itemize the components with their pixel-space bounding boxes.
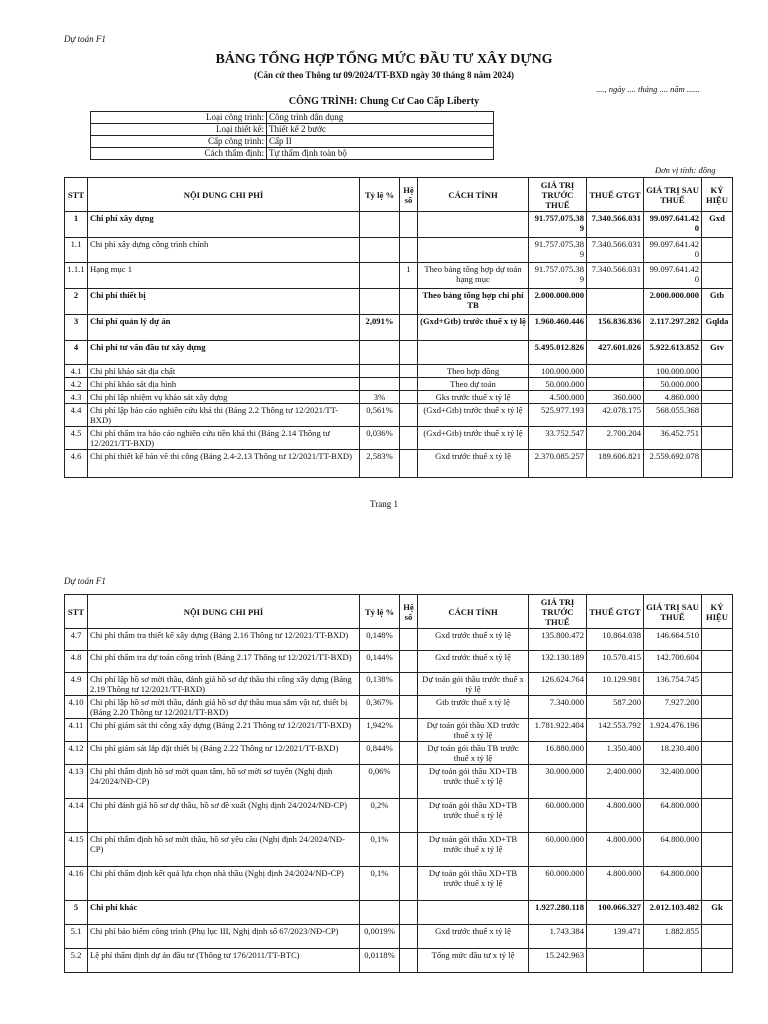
cell-coef <box>400 404 418 427</box>
table-row <box>65 315 733 341</box>
cell-stt: 4.1 <box>65 365 88 378</box>
cell-pre-tax: 5.495.012.826 <box>529 341 587 365</box>
cell-post-tax: 1.882.855 <box>644 925 702 949</box>
cell-rate <box>360 901 400 925</box>
info-key: Loại công trình: <box>91 112 267 124</box>
column-header-content: NỘI DUNG CHI PHÍ <box>88 178 360 212</box>
table-row <box>65 673 733 696</box>
column-header-code: KÝ HIỆU <box>702 595 733 629</box>
cell-vat: 2.400.000 <box>587 765 644 799</box>
cell-post-tax <box>644 949 702 973</box>
cell-method: Gxd trước thuế x tỷ lệ <box>418 651 529 673</box>
cell-content: Lệ phí thẩm định dự án đầu tư (Thông tư 176/2011/TT-BTC) <box>88 949 360 973</box>
cell-content: Chi phí lập hồ sơ mời thầu, đánh giá hồ sơ dự thầu mua sắm vật tư, thiết bị (Bảng 2.20 Thông tư 12/2021/TT-BXD) <box>88 696 360 719</box>
cell-code: Gqlda <box>702 315 733 341</box>
info-row <box>91 136 494 148</box>
cell-method: Gxd trước thuế x tỷ lệ <box>418 925 529 949</box>
cell-vat: 42.078.175 <box>587 404 644 427</box>
cell-rate: 0,561% <box>360 404 400 427</box>
cell-pre-tax: 30.000.000 <box>529 765 587 799</box>
cell-rate: 3% <box>360 391 400 404</box>
cell-pre-tax: 100.000.000 <box>529 365 587 378</box>
cell-vat: 360.000 <box>587 391 644 404</box>
cell-vat: 139.471 <box>587 925 644 949</box>
cell-stt: 5 <box>65 901 88 925</box>
cell-coef <box>400 315 418 341</box>
cell-rate: 0,367% <box>360 696 400 719</box>
cell-code <box>702 925 733 949</box>
cell-content: Chi phí đánh giá hồ sơ dự thầu, hồ sơ đề xuất (Nghị định 24/2024/NĐ-CP) <box>88 799 360 833</box>
date-line: ...., ngày .... tháng .... năm ...... <box>596 84 700 94</box>
cell-vat <box>587 949 644 973</box>
cell-stt: 5.1 <box>65 925 88 949</box>
cell-vat: 4.800.000 <box>587 867 644 901</box>
cell-code <box>702 719 733 742</box>
cell-post-tax: 568.055.368 <box>644 404 702 427</box>
cell-content: Chi phí quản lý dự án <box>88 315 360 341</box>
cell-post-tax: 1.924.476.196 <box>644 719 702 742</box>
cell-coef <box>400 212 418 238</box>
cell-rate <box>360 378 400 391</box>
info-value: Công trình dân dụng <box>267 112 494 124</box>
cell-method: Dự toán gói thầu XD+TB trước thuế x tỷ lệ <box>418 799 529 833</box>
cell-content: Hạng mục 1 <box>88 263 360 289</box>
cell-rate: 0,06% <box>360 765 400 799</box>
cell-vat: 587.200 <box>587 696 644 719</box>
cell-pre-tax: 50.000.000 <box>529 378 587 391</box>
cell-vat: 10.129.981 <box>587 673 644 696</box>
cell-code <box>702 799 733 833</box>
cell-rate: 0,0118% <box>360 949 400 973</box>
cell-pre-tax: 7.340.000 <box>529 696 587 719</box>
cell-vat <box>587 378 644 391</box>
cell-stt: 4.14 <box>65 799 88 833</box>
cell-method: Dự toán gói thầu XD+TB trước thuế x tỷ lệ <box>418 867 529 901</box>
cell-content: Chi phí xây dựng công trình chính <box>88 238 360 263</box>
cell-content: Chi phí khảo sát địa chất <box>88 365 360 378</box>
cell-code <box>702 378 733 391</box>
cell-coef <box>400 427 418 450</box>
cell-coef: 1 <box>400 263 418 289</box>
table-row <box>65 925 733 949</box>
column-header-code: KÝ HIỆU <box>702 178 733 212</box>
cell-post-tax: 99.097.641.420 <box>644 212 702 238</box>
info-key: Cách thẩm định: <box>91 148 267 160</box>
cell-method: Tổng mức đầu tư x tỷ lệ <box>418 949 529 973</box>
cell-vat: 189.606.821 <box>587 450 644 478</box>
cell-code <box>702 742 733 765</box>
cell-coef <box>400 651 418 673</box>
cell-vat <box>587 289 644 315</box>
cell-code <box>702 629 733 651</box>
cell-coef <box>400 629 418 651</box>
cell-post-tax: 50.000.000 <box>644 378 702 391</box>
column-header-pre-tax: GIÁ TRỊ TRƯỚC THUẾ <box>529 178 587 212</box>
cell-rate <box>360 263 400 289</box>
cell-post-tax: 5.922.613.852 <box>644 341 702 365</box>
cell-rate: 0,138% <box>360 673 400 696</box>
unit-label: Đơn vị tính: đồng <box>655 165 716 175</box>
table-row <box>65 867 733 901</box>
cell-post-tax: 142.700.604 <box>644 651 702 673</box>
cell-stt: 4.4 <box>65 404 88 427</box>
cell-pre-tax: 60.000.000 <box>529 799 587 833</box>
cell-content: Chi phí bảo hiểm công trình (Phụ lục III, Nghị định số 67/2023/NĐ-CP) <box>88 925 360 949</box>
cell-code <box>702 867 733 901</box>
cell-post-tax: 99.097.641.420 <box>644 238 702 263</box>
cell-vat: 10.864.038 <box>587 629 644 651</box>
cell-pre-tax: 91.757.075.389 <box>529 263 587 289</box>
cell-vat: 10.570.415 <box>587 651 644 673</box>
cell-coef <box>400 901 418 925</box>
cell-post-tax: 136.754.745 <box>644 673 702 696</box>
info-row <box>91 124 494 136</box>
cell-rate <box>360 365 400 378</box>
cell-code <box>702 238 733 263</box>
column-header-coef: Hệ số <box>400 595 418 629</box>
cell-coef <box>400 833 418 867</box>
cell-pre-tax: 132.130.189 <box>529 651 587 673</box>
cell-method: Theo hợp đồng <box>418 365 529 378</box>
cell-stt: 4.3 <box>65 391 88 404</box>
cell-content: Chi phí thẩm tra thiết kế xây dựng (Bảng 2.16 Thông tư 12/2021/TT-BXD) <box>88 629 360 651</box>
cell-coef <box>400 341 418 365</box>
project-name: CÔNG TRÌNH: Chung Cư Cao Cấp Liberty <box>288 96 480 107</box>
cell-coef <box>400 450 418 478</box>
column-header-vat: THUẾ GTGT <box>587 178 644 212</box>
column-header-method: CÁCH TÍNH <box>418 178 529 212</box>
page1-header-label: Dự toán F1 <box>64 34 106 44</box>
cell-coef <box>400 289 418 315</box>
cell-post-tax: 99.097.641.420 <box>644 263 702 289</box>
cell-method <box>418 341 529 365</box>
cell-code <box>702 427 733 450</box>
column-header-stt: STT <box>65 595 88 629</box>
cell-stt: 5.2 <box>65 949 88 973</box>
column-header-method: CÁCH TÍNH <box>418 595 529 629</box>
cell-method: Theo dự toán <box>418 378 529 391</box>
cell-method: Gxd trước thuế x tỷ lệ <box>418 450 529 478</box>
cell-coef <box>400 949 418 973</box>
cell-pre-tax: 33.752.547 <box>529 427 587 450</box>
cell-rate: 0,0019% <box>360 925 400 949</box>
cell-coef <box>400 742 418 765</box>
page-number: Trang 1 <box>370 499 398 509</box>
cell-stt: 4.12 <box>65 742 88 765</box>
cell-method: Dự toán gói thầu XD+TB trước thuế x tỷ lệ <box>418 833 529 867</box>
cell-content: Chi phí thẩm định hồ sơ mời quan tâm, hồ sơ mời sơ tuyển (Nghị định 24/2024/NĐ-CP) <box>88 765 360 799</box>
cell-method: Dự toán gói thầu TB trước thuế x tỷ lệ <box>418 742 529 765</box>
cell-stt: 2 <box>65 289 88 315</box>
cell-content: Chi phí thẩm tra báo cáo nghiên cứu tiền khả thi (Bảng 2.14 Thông tư 12/2021/TT-BXD) <box>88 427 360 450</box>
table-row <box>65 901 733 925</box>
table-row <box>65 742 733 765</box>
cell-code <box>702 365 733 378</box>
table-row <box>65 696 733 719</box>
cell-code <box>702 833 733 867</box>
info-row <box>91 112 494 124</box>
table-row <box>65 765 733 799</box>
table-row <box>65 263 733 289</box>
column-header-stt: STT <box>65 178 88 212</box>
column-header-rate: Tỷ lệ % <box>360 595 400 629</box>
table-row <box>65 651 733 673</box>
cell-rate: 0,148% <box>360 629 400 651</box>
cell-coef <box>400 867 418 901</box>
table-row <box>65 719 733 742</box>
cell-pre-tax: 15.242.963 <box>529 949 587 973</box>
table-row <box>65 238 733 263</box>
cell-post-tax: 2.000.000.000 <box>644 289 702 315</box>
cell-rate: 1,942% <box>360 719 400 742</box>
cell-code <box>702 765 733 799</box>
cell-coef <box>400 799 418 833</box>
cell-post-tax: 2.117.297.282 <box>644 315 702 341</box>
cell-content: Chi phí giám sát thi công xây dựng (Bảng 2.21 Thông tư 12/2021/TT-BXD) <box>88 719 360 742</box>
cell-stt: 4.15 <box>65 833 88 867</box>
cell-stt: 4.8 <box>65 651 88 673</box>
table-row <box>65 391 733 404</box>
cell-method: (Gxd+Gtb) trước thuế x tỷ lệ <box>418 315 529 341</box>
cell-content: Chi phí thẩm tra dự toán công trình (Bảng 2.17 Thông tư 12/2021/TT-BXD) <box>88 651 360 673</box>
cell-pre-tax: 4.500.000 <box>529 391 587 404</box>
cell-stt: 1.1 <box>65 238 88 263</box>
cell-rate: 0,144% <box>360 651 400 673</box>
table-row <box>65 289 733 315</box>
cell-code <box>702 391 733 404</box>
project-info-table <box>90 111 494 160</box>
cell-pre-tax: 2.000.000.000 <box>529 289 587 315</box>
table-row <box>65 341 733 365</box>
cell-vat: 7.340.566.031 <box>587 263 644 289</box>
cell-vat: 7.340.566.031 <box>587 212 644 238</box>
cell-stt: 4.7 <box>65 629 88 651</box>
cell-code <box>702 651 733 673</box>
page-title: BẢNG TỔNG HỢP TỔNG MỨC ĐẦU TƯ XÂY DỰNG <box>215 52 553 67</box>
cell-pre-tax: 1.927.280.118 <box>529 901 587 925</box>
table-row <box>65 427 733 450</box>
column-header-pre-tax: GIÁ TRỊ TRƯỚC THUẾ <box>529 595 587 629</box>
info-value: Tự thẩm định toàn bộ <box>267 148 494 160</box>
cell-rate: 0,844% <box>360 742 400 765</box>
cell-method: Theo bảng tổng hợp dự toán hạng mục <box>418 263 529 289</box>
cell-coef <box>400 378 418 391</box>
cell-rate <box>360 238 400 263</box>
cell-coef <box>400 365 418 378</box>
cell-code: Gtv <box>702 341 733 365</box>
cell-vat: 4.800.000 <box>587 799 644 833</box>
cell-method <box>418 238 529 263</box>
cell-content: Chi phí thẩm định hồ sơ mời thầu, hồ sơ yêu cầu (Nghị định 24/2024/NĐ-CP) <box>88 833 360 867</box>
cell-content: Chi phí lập nhiệm vụ khảo sát xây dựng <box>88 391 360 404</box>
cell-method: Dự toán gói thầu trước thuế x tỷ lệ <box>418 673 529 696</box>
cell-rate: 0,1% <box>360 833 400 867</box>
info-value: Thiết kế 2 bước <box>267 124 494 136</box>
cell-pre-tax: 1.781.922.404 <box>529 719 587 742</box>
cell-method <box>418 212 529 238</box>
cell-stt: 4.9 <box>65 673 88 696</box>
column-header-rate: Tỷ lệ % <box>360 178 400 212</box>
cell-code <box>702 450 733 478</box>
cell-method: Gtb trước thuế x tỷ lệ <box>418 696 529 719</box>
cell-vat <box>587 365 644 378</box>
cell-rate <box>360 212 400 238</box>
table-row <box>65 799 733 833</box>
cell-content: Chi phí lập hồ sơ mời thầu, đánh giá hồ sơ dự thầu thi công xây dựng (Bảng 2.19 Thông tư 12/2021/TT-BXD) <box>88 673 360 696</box>
cell-stt: 4.5 <box>65 427 88 450</box>
cell-content: Chi phí tư vấn đầu tư xây dựng <box>88 341 360 365</box>
cell-content: Chi phí lập báo cáo nghiên cứu khả thi (Bảng 2.2 Thông tư 12/2021/TT-BXD) <box>88 404 360 427</box>
cell-post-tax: 64.800.000 <box>644 799 702 833</box>
cell-coef <box>400 696 418 719</box>
cell-method: (Gxd+Gtb) trước thuế x tỷ lệ <box>418 404 529 427</box>
column-header-vat: THUẾ GTGT <box>587 595 644 629</box>
cell-coef <box>400 719 418 742</box>
cell-content: Chi phí thẩm định kết quả lựa chọn nhà thầu (Nghị định 24/2024/NĐ-CP) <box>88 867 360 901</box>
cell-code: Gk <box>702 901 733 925</box>
cell-pre-tax: 525.977.193 <box>529 404 587 427</box>
page-subtitle: (Căn cứ theo Thông tư 09/2024/TT-BXD ngày 30 tháng 8 năm 2024) <box>253 70 515 80</box>
cell-post-tax: 36.452.751 <box>644 427 702 450</box>
cell-method: Dự toán gói thầu XD trước thuế x tỷ lệ <box>418 719 529 742</box>
cell-code <box>702 404 733 427</box>
cell-pre-tax: 91.757.075.389 <box>529 212 587 238</box>
table-row <box>65 833 733 867</box>
cell-rate: 0,1% <box>360 867 400 901</box>
cell-vat: 156.836.836 <box>587 315 644 341</box>
cell-code: Gtb <box>702 289 733 315</box>
cell-pre-tax: 135.800.472 <box>529 629 587 651</box>
cell-content: Chi phí giám sát lắp đặt thiết bị (Bảng 2.22 Thông tư 12/2021/TT-BXD) <box>88 742 360 765</box>
cell-code <box>702 949 733 973</box>
cell-vat: 100.066.327 <box>587 901 644 925</box>
cell-pre-tax: 1.960.460.446 <box>529 315 587 341</box>
cell-rate: 2,583% <box>360 450 400 478</box>
cell-code <box>702 263 733 289</box>
cell-post-tax: 4.860.000 <box>644 391 702 404</box>
cell-coef <box>400 238 418 263</box>
cell-post-tax: 146.664.510 <box>644 629 702 651</box>
cell-vat: 427.601.026 <box>587 341 644 365</box>
cell-coef <box>400 925 418 949</box>
cell-stt: 4.10 <box>65 696 88 719</box>
table-row <box>65 949 733 973</box>
info-key: Loại thiết kế: <box>91 124 267 136</box>
page2-header-label: Dự toán F1 <box>64 576 106 586</box>
table-row <box>65 450 733 478</box>
cell-method: Gks trước thuế x tỷ lệ <box>418 391 529 404</box>
table-row <box>65 629 733 651</box>
cell-pre-tax: 126.624.764 <box>529 673 587 696</box>
cell-rate <box>360 341 400 365</box>
info-value: Cấp II <box>267 136 494 148</box>
cell-pre-tax: 60.000.000 <box>529 867 587 901</box>
cell-content: Chi phí xây dựng <box>88 212 360 238</box>
cell-content: Chi phí khác <box>88 901 360 925</box>
table-row <box>65 212 733 238</box>
cell-code <box>702 696 733 719</box>
cell-method: Theo bảng tổng hợp chi phí TB <box>418 289 529 315</box>
cost-table-page1 <box>64 177 733 478</box>
cell-pre-tax: 2.370.085.257 <box>529 450 587 478</box>
cell-coef <box>400 765 418 799</box>
cell-rate <box>360 289 400 315</box>
cell-method: Gxd trước thuế x tỷ lệ <box>418 629 529 651</box>
cell-post-tax: 32.400.000 <box>644 765 702 799</box>
cell-stt: 1.1.1 <box>65 263 88 289</box>
cell-post-tax: 2.559.692.078 <box>644 450 702 478</box>
cell-post-tax: 2.012.103.482 <box>644 901 702 925</box>
cost-table-page2 <box>64 594 733 973</box>
cell-pre-tax: 16.880.000 <box>529 742 587 765</box>
cell-content: Chi phí thiết bị <box>88 289 360 315</box>
table-row <box>65 365 733 378</box>
cell-vat: 142.553.792 <box>587 719 644 742</box>
cell-rate: 0,2% <box>360 799 400 833</box>
cell-stt: 1 <box>65 212 88 238</box>
column-header-coef: Hệ số <box>400 178 418 212</box>
cell-rate: 0,036% <box>360 427 400 450</box>
cell-post-tax: 64.800.000 <box>644 833 702 867</box>
cell-stt: 4.2 <box>65 378 88 391</box>
cell-coef <box>400 673 418 696</box>
cell-method <box>418 901 529 925</box>
cell-vat: 2.700.204 <box>587 427 644 450</box>
cell-code: Gxd <box>702 212 733 238</box>
cell-method: (Gxd+Gtb) trước thuế x tỷ lệ <box>418 427 529 450</box>
cell-vat: 4.800.000 <box>587 833 644 867</box>
cell-stt: 4.16 <box>65 867 88 901</box>
cell-content: Chi phí thiết kế bản vẽ thi công (Bảng 2.4-2.13 Thông tư 12/2021/TT-BXD) <box>88 450 360 478</box>
column-header-content: NỘI DUNG CHI PHÍ <box>88 595 360 629</box>
cell-vat: 7.340.566.031 <box>587 238 644 263</box>
cell-pre-tax: 91.757.075.389 <box>529 238 587 263</box>
cell-post-tax: 7.927.200 <box>644 696 702 719</box>
cell-coef <box>400 391 418 404</box>
cell-stt: 4 <box>65 341 88 365</box>
cell-post-tax: 100.000.000 <box>644 365 702 378</box>
cell-post-tax: 64.800.000 <box>644 867 702 901</box>
cell-pre-tax: 60.000.000 <box>529 833 587 867</box>
cell-content: Chi phí khảo sát địa hình <box>88 378 360 391</box>
info-row <box>91 148 494 160</box>
cell-post-tax: 18.230.400 <box>644 742 702 765</box>
cell-stt: 3 <box>65 315 88 341</box>
cell-rate: 2,091% <box>360 315 400 341</box>
cell-code <box>702 673 733 696</box>
cell-method: Dự toán gói thầu XD+TB trước thuế x tỷ lệ <box>418 765 529 799</box>
table-row <box>65 378 733 391</box>
info-key: Cấp công trình: <box>91 136 267 148</box>
cell-stt: 4.6 <box>65 450 88 478</box>
column-header-post-tax: GIÁ TRỊ SAU THUẾ <box>644 595 702 629</box>
cell-stt: 4.13 <box>65 765 88 799</box>
cell-stt: 4.11 <box>65 719 88 742</box>
table-row <box>65 404 733 427</box>
cell-vat: 1.350.400 <box>587 742 644 765</box>
cell-pre-tax: 1.743.384 <box>529 925 587 949</box>
column-header-post-tax: GIÁ TRỊ SAU THUẾ <box>644 178 702 212</box>
